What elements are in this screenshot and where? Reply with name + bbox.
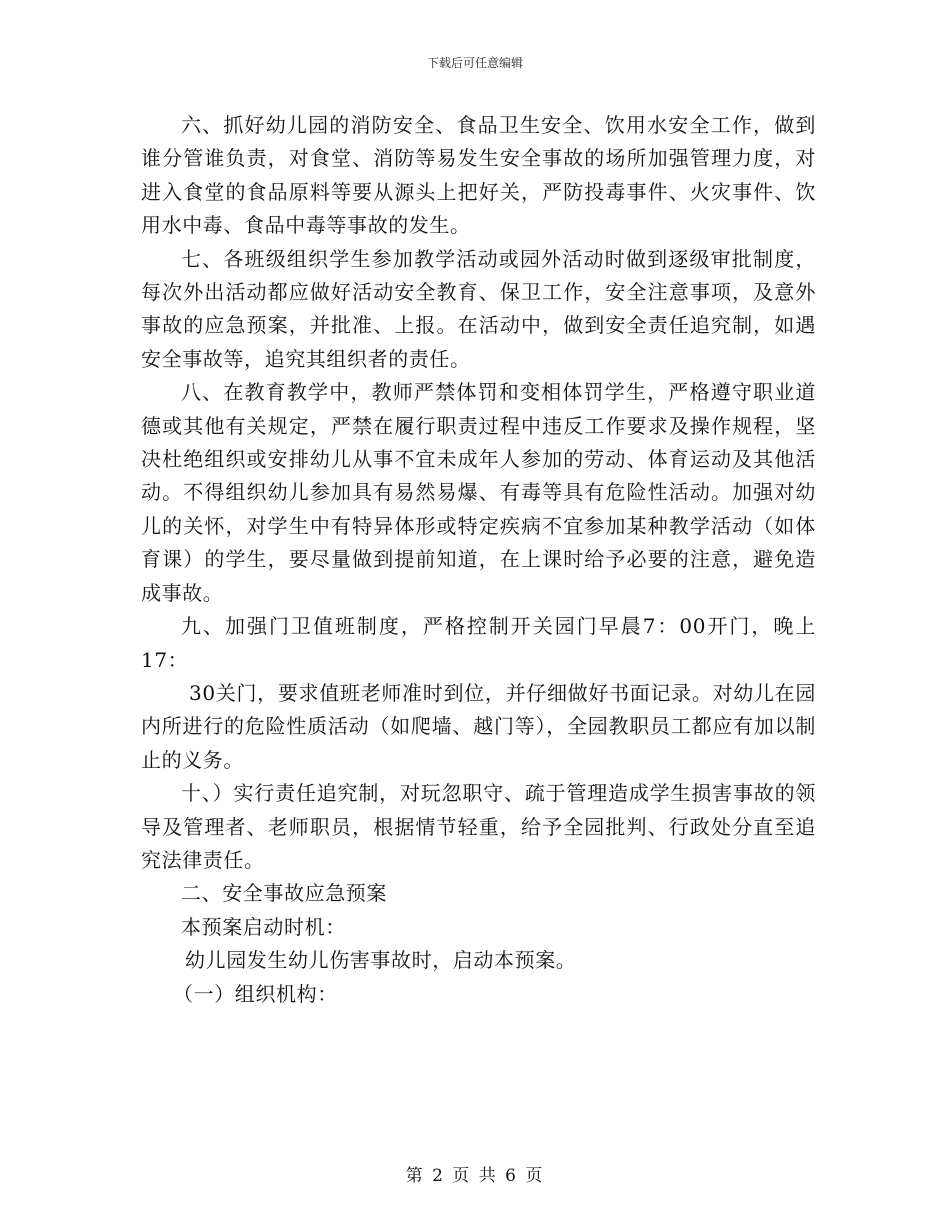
paragraph-activity-approval: 七、各班级组织学生参加教学活动或园外活动时做到逐级审批制度，每次外出活动都应做好活动安全教育、保卫工作，安全注意事项，及意外事故的应急预案，并批准、上报。在活动中，做到安全责任追究制，如遇安全事故等，追究其组织者的责任。	[141, 246, 816, 371]
page-number-footer: 第 2 页 共 6 页	[405, 1166, 545, 1186]
paragraph-plan-trigger: 幼儿园发生幼儿伤害事故时，启动本预案。	[185, 948, 577, 973]
paragraph-fire-food-safety: 六、抓好幼儿园的消防安全、食品卫生安全、饮用水安全工作，做到谁分管谁负责，对食堂、消防等易发生安全事故的场所加强管理力度，对进入食堂的食品原料等要从源头上把好关，严防投毒事件、火灾事件、饮用水中毒、食品中毒等事故的发生。	[141, 113, 816, 238]
document-body	[141, 109, 816, 1011]
paragraph-plan-trigger-label: 本预案启动时机：	[181, 914, 346, 939]
paragraph-teaching-conduct: 八、在教育教学中，教师严禁体罚和变相体罚学生，严格遵守职业道德或其他有关规定，严禁在履行职责过程中违反工作要求及操作规程，坚决杜绝组织或安排幼儿从事不宜未成年人参加的劳动、体育运动及其他活动。不得组织幼儿参加具有易然易爆、有毒等具有危险性活动。加强对幼儿的关怀，对学生中有特异体形或特定疾病不宜参加某种教学活动（如体育课）的学生，要尽量做到提前知道，在上课时给予必要的注意，避免造成事故。	[141, 380, 816, 605]
paragraph-gate-closing: 30关门，要求值班老师准时到位，并仔细做好书面记录。对幼儿在园内所进行的危险性质活动（如爬墙、越门等），全园教职员工都应有加以制止的义务。	[141, 680, 816, 772]
section-heading-emergency-plan: 二、安全事故应急预案	[181, 881, 387, 906]
paragraph-gate-duty: 九、加强门卫值班制度，严格控制开关园门早晨7：00开门，晚上17：	[141, 614, 816, 672]
page-header-note: 下载后可任意编辑	[426, 56, 523, 70]
paragraph-accountability: 十、）实行责任追究制，对玩忽职守、疏于管理造成学生损害事故的领导及管理者、老师职员，根据情节轻重，给予全园批判、行政处分直至追究法律责任。	[141, 781, 816, 872]
subheading-organization: （一）组织机构：	[173, 981, 338, 1006]
